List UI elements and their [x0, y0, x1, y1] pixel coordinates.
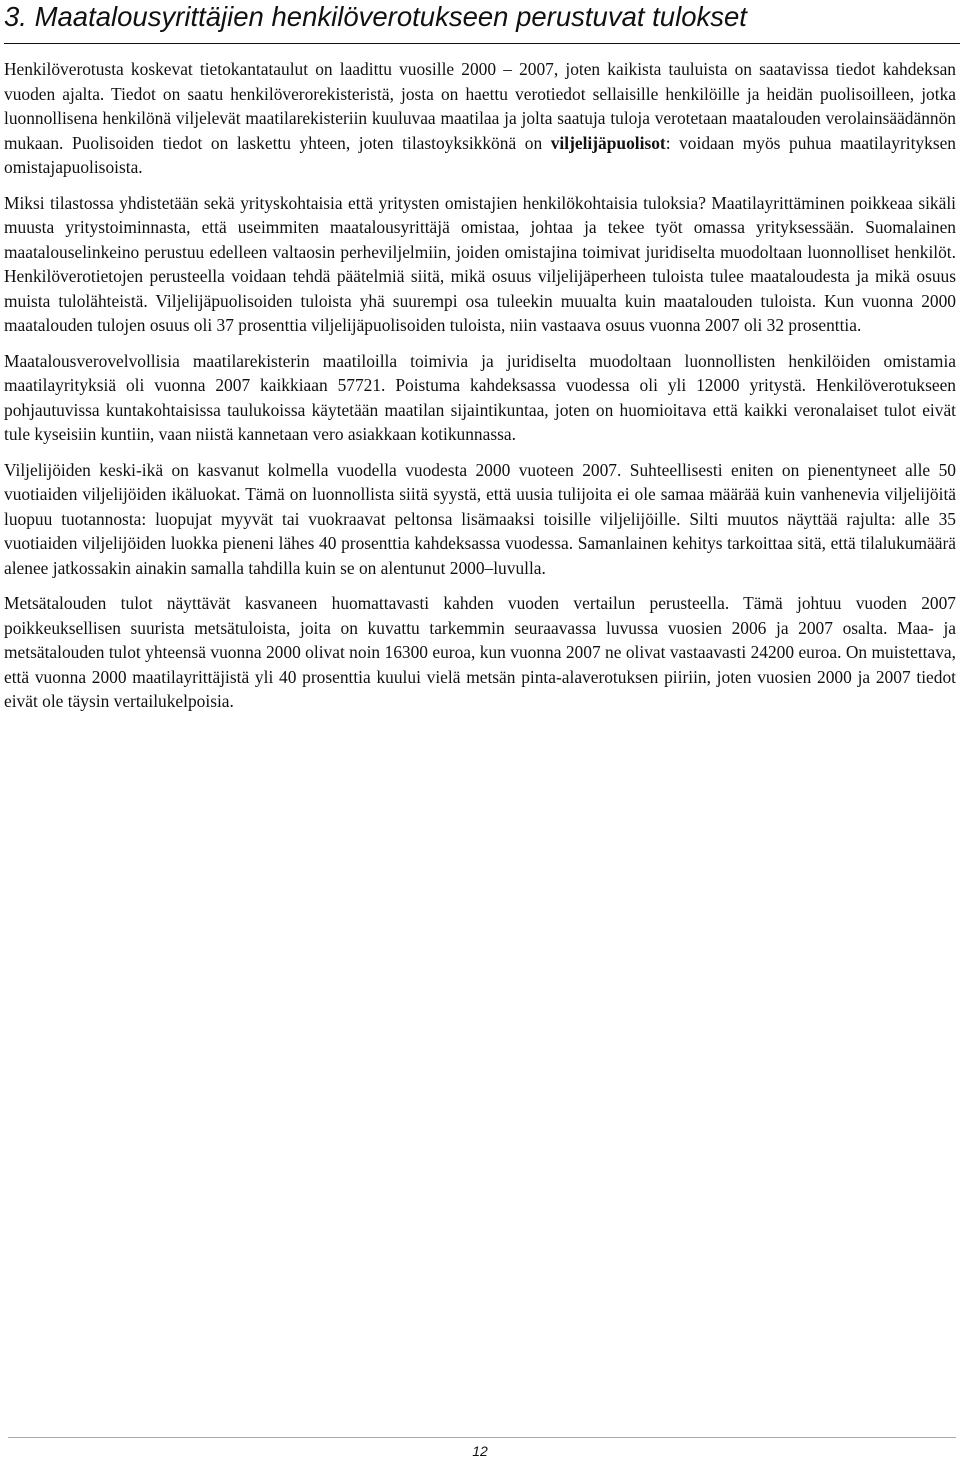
- paragraph-forestry: [4, 591, 956, 714]
- paragraph-enterprises: [4, 349, 956, 447]
- paragraph-intro: [4, 57, 956, 180]
- bold-term: viljelijäpuolisot: [550, 132, 666, 153]
- heading-divider: [4, 43, 960, 44]
- paragraph-text: : voidaan myös puhua maatilayrityksen omistajapuolisoista.: [4, 132, 956, 177]
- paragraph-age: [4, 458, 956, 581]
- footer-divider: [8, 1437, 956, 1438]
- body-text: [4, 57, 956, 714]
- paragraph-text: Henkilöverotusta koskevat tietokantataulut on laadittu vuosille 2000 – 2007, joten kaikista tauluista on saatavissa tiedot kahdeksan vuoden ajalta. Tiedot on saatu henkilöverorekisteristä, josta on haettu verotiedot sellaisille henkilöille ja heidän puolisoilleen, jotka luonnollisena henkilönä viljelevät maatilarekisteriin kuuluvaa maatilaa ja jolta saatuja tuloja verotetaan maatalouden verolainsäädännön mukaan. Puolisoiden tiedot on laskettu yhteen, joten tilastoyksikkönä on: [4, 59, 956, 153]
- section-heading: 3. Maatalousyrittäjien henkilöverotukseen perustuvat tulokset: [4, 1, 747, 32]
- paragraph-text: Maatalousverovelvollisia maatilarekisterin maatiloilla toimivia ja juridiselta muodoltaan luonnollisten henkilöiden omistamia maatilayrityksiä oli vuonna 2007 kaikkiaan 57721. Poistuma kahdeksassa vuodessa oli yli 12000 yritystä. Henkilöverotukseen pohjautuvissa kuntakohtaisissa taulukoissa käytetään maatilan sijaintikuntaa, joten on huomioitava että kaikki veronalaiset tulot eivät tule kyseisiin kuntiin, vaan niistä kannetaan vero asiakkaan kotikunnassa.: [4, 350, 956, 444]
- paragraph-text: Metsätalouden tulot näyttävät kasvaneen huomattavasti kahden vuoden vertailun perusteella. Tämä johtuu vuoden 2007 poikkeuksellisen suurista metsätuloista, joita on kuvattu tarkemmin seuraavassa luvussa vuosien 2006 ja 2007 osalta. Maa- ja metsätalouden tulot yhteensä vuonna 2000 olivat noin 16300 euroa, kun vuonna 2007 ne olivat vastaavasti 24200 euroa. On muistettava, että vuonna 2000 maatilayrittäjistä yli 40 prosenttia kuului vielä metsän pinta-alaverotuksen piiriin, joten vuosien 2000 ja 2007 tiedot eivät ole täysin vertailukelpoisia.: [4, 593, 956, 711]
- paragraph-rationale: [4, 191, 956, 338]
- page-number: 12: [472, 1443, 488, 1459]
- document-page: [4, 0, 956, 714]
- paragraph-text: Miksi tilastossa yhdistetään sekä yrityskohtaisia että yritysten omistajien henkilökohtaisia tuloksia? Maatilayrittäminen poikkeaa sikäli muusta yritystoiminnasta, että useimmiten maatalousyrittäjä omistaa, johtaa ja tekee työt omassa yrityksessään. Suomalainen maatalouselinkeino perustuu edelleen valtaosin perheviljelmiin, joiden omistajina toimivat juridiselta muodoltaan luonnolliset henkilöt. Henkilöverotietojen perusteella voidaan tehdä päätelmiä siitä, mikä osuus viljelijäperheen tuloista tulee maataloudesta ja mikä osuus muista tulolähteistä. Viljelijäpuolisoiden tuloista yhä suurempi osa tuleekin muualta kuin maatalouden tuloista. Kun vuonna 2000 maatalouden tulojen osuus oli 37 prosenttia viljelijäpuolisoiden tuloista, niin vastaava osuus vuonna 2007 oli 32 prosenttia.: [4, 192, 956, 335]
- paragraph-text: Viljelijöiden keski-ikä on kasvanut kolmella vuodella vuodesta 2000 vuoteen 2007. Suhteellisesti eniten on pienentyneet alle 50 vuotiaiden viljelijöiden ikäluokat. Tämä on luonnollista siitä syystä, että uusia tulijoita ei ole samaa määrää kuin vanhenevia viljelijöitä luopuu tuotannosta: luopujat myyvät tai vuokraavat peltonsa lisämaaksi toisille viljelijöille. Silti muutos näyttää rajulta: alle 35 vuotiaiden viljelijöiden luokka pieneni lähes 40 prosenttia kahdeksassa vuodessa. Samanlainen kehitys tarkoittaa sitä, että tilalukumäärä alenee jatkossakin ainakin samalla tahdilla kuin se on alentunut 2000–luvulla.: [4, 459, 956, 578]
